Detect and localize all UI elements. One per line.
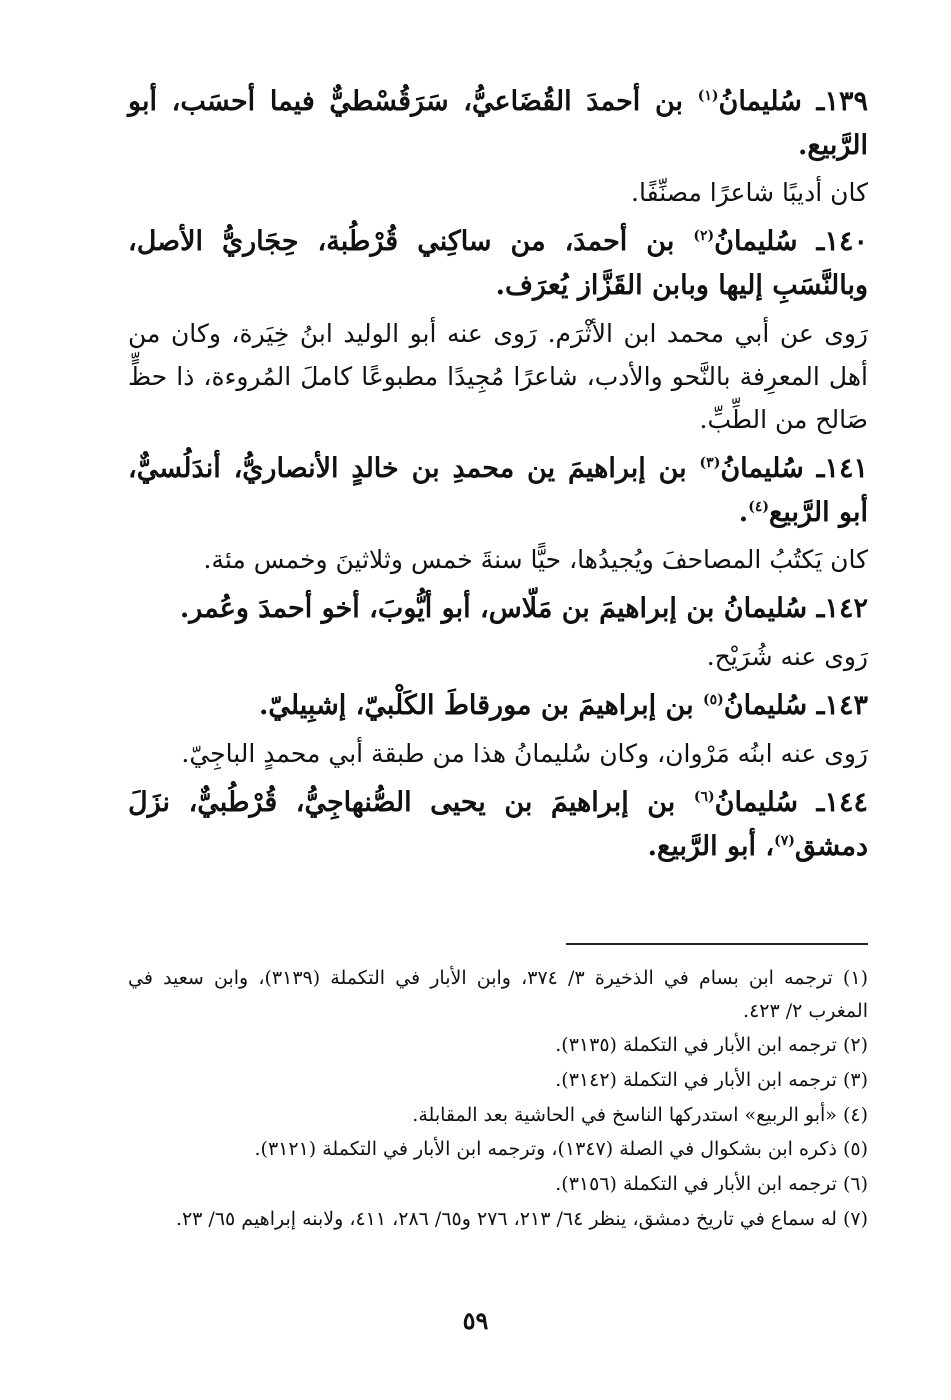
entry-body: رَوى عنه ابنُه مَرْوان، وكان سُليمانُ هذا من طبقة أبي محمدٍ الباجِيّ.	[181, 738, 868, 768]
footnote: (٦) ترجمه ابن الأبار في التكملة (٣١٥٦).	[555, 1173, 868, 1196]
footnote-ref[interactable]: (١)	[697, 88, 719, 104]
entry-title	[128, 220, 868, 307]
entry-number-name: ١٣٩ـ سُليمانُ	[718, 86, 868, 117]
entry-body: رَوى عن أبي محمد ابن الأثْرَم. رَوى عنه أبو الوليد ابنُ خِيَرة، وكان من أهل المعرِفة بالنَّحو والأدب، شاعرًا مُجِيدًا مطبوعًا كاملَ المُروءة، ذا حظٍّ صَالح من الطِّبِّ.	[128, 318, 868, 434]
entry-number-name: ١٤٤ـ سُليمانُ	[714, 786, 868, 818]
footnote: (١) ترجمه ابن بسام في الذخيرة ٣/ ٣٧٤، وابن الأبار في التكملة (٣١٣٩)، وابن سعيد في المغرب ٢/ ٤٢٣.	[128, 967, 868, 1022]
entry-title-text: بن إبراهيمَ بن يحيى الصُّنهاجِيُّ، قُرْطُبيٌّ، نزَلَ دمشق	[128, 786, 868, 862]
entry-title	[128, 684, 868, 728]
footnote-ref[interactable]: (٦)	[693, 788, 715, 805]
entry-number-name: ١٤٠ـ سُليمانُ	[714, 226, 868, 258]
footnote: (٣) ترجمه ابن الأبار في التكملة (٣١٤٢).	[555, 1069, 868, 1092]
main-text	[128, 80, 868, 868]
entry-title	[128, 781, 868, 868]
entry-title	[128, 587, 868, 631]
entry-number-name: ١٤٢ـ سُليمانُ	[723, 593, 868, 625]
entry-body: رَوى عنه شُرَيْح.	[706, 642, 868, 672]
entry-title-text: بن أحمدَ القُضَاعيُّ، سَرَقُسْطيٌّ فيما أحسَب، أبو الرَّبيع.	[128, 86, 868, 161]
footnote-ref[interactable]: (٢)	[693, 228, 715, 245]
entry-title	[128, 80, 868, 167]
entry-title-text: بن إبراهيمَ بن مورقاطَ الكَلْبيّ، إشبِيليّ.	[258, 690, 704, 722]
footnote-ref[interactable]: (٧)	[774, 832, 795, 849]
footnote-ref[interactable]: (٥)	[703, 692, 724, 709]
entry-title	[128, 447, 868, 534]
footnote-ref[interactable]: (٤)	[748, 498, 769, 515]
entry-title-end: .	[738, 496, 749, 528]
footnote: (٤) «أبو الربيع» استدركها الناسخ في الحاشية بعد المقابلة.	[412, 1103, 868, 1126]
entry-number-name: ١٤١ـ سُليمانُ	[720, 452, 868, 484]
entry-title-text: بن إبراهيمَ ين محمدِ بن خالدٍ الأنصاريُّ، أندَلُسيٌّ، أبو الرَّبيع	[128, 452, 868, 528]
footnote: (٧) له سماع في تاريخ دمشق، ينظر ٦٤/ ٢١٣، ٢٧٦ و٦٥/ ٢٨٦، ٤١١، ولابنه إبراهيم ٦٥/ ٢٣.	[175, 1207, 868, 1230]
page-number: ٥٩	[462, 1306, 489, 1335]
entry-body: كان يَكتُبُ المصاحفَ ويُجيدُها، حيًّا سنةَ خمس وثلاثينَ وخمس مئة.	[203, 545, 868, 575]
footnote: (٢) ترجمه ابن الأبار في التكملة (٣١٣٥).	[555, 1034, 868, 1057]
footnotes	[128, 962, 868, 1237]
entry-title-text: بن أحمدَ، من ساكِني قُرْطُبة، حِجَاريُّ الأصل، وبالنَّسَبِ إليها وبابن القَزَّاز يُعرَف.	[128, 226, 868, 302]
entry-number-name: ١٤٣ـ سُليمانُ	[723, 690, 868, 722]
entry-body: كان أديبًا شاعرًا مصنِّفًا.	[631, 178, 868, 208]
footnote-ref[interactable]: (٣)	[699, 454, 721, 471]
footnote: (٥) ذكره ابن بشكوال في الصلة (١٣٤٧)، وترجمه ابن الأبار في التكملة (٣١٢١).	[254, 1138, 868, 1161]
entry-title-end: ، أبو الرَّبيع.	[647, 830, 775, 862]
entry-title-text: بن إبراهيمَ بن مَلّاس، أبو أيُّوبَ، أخو أحمدَ وعُمر.	[179, 593, 724, 625]
footnote-divider	[566, 943, 868, 945]
